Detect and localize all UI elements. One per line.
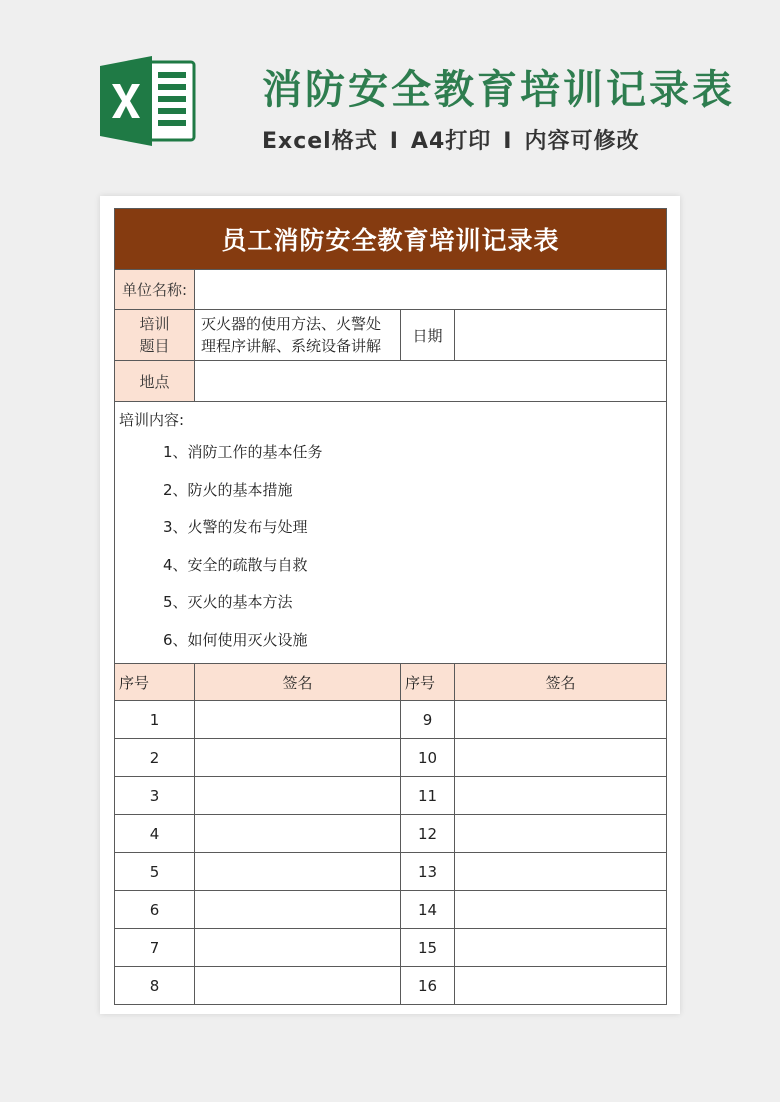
content-item: 5、灭火的基本方法 bbox=[163, 593, 293, 611]
row-number: 4 bbox=[115, 815, 195, 853]
unit-name-field[interactable] bbox=[195, 270, 667, 310]
table-row bbox=[115, 853, 667, 891]
content-item: 6、如何使用灭火设施 bbox=[163, 630, 308, 649]
row-number: 5 bbox=[115, 853, 195, 891]
training-record-table bbox=[114, 208, 667, 1005]
signature-cell[interactable] bbox=[455, 777, 667, 815]
signature-cell[interactable] bbox=[455, 853, 667, 891]
signature-cell[interactable] bbox=[195, 815, 401, 853]
row-number: 15 bbox=[401, 929, 455, 967]
signature-cell[interactable] bbox=[455, 891, 667, 929]
table-row bbox=[115, 777, 667, 815]
training-content[interactable] bbox=[115, 402, 667, 664]
row-number: 12 bbox=[401, 815, 455, 853]
signature-cell[interactable] bbox=[195, 777, 401, 815]
signature-cell[interactable] bbox=[195, 891, 401, 929]
tag-format: Excel格式 bbox=[262, 129, 378, 154]
row-number: 8 bbox=[115, 967, 195, 1005]
tag-separator: I bbox=[389, 129, 399, 154]
table-row bbox=[115, 929, 667, 967]
row-number: 10 bbox=[401, 739, 455, 777]
table-row bbox=[115, 701, 667, 739]
content-item: 2、防火的基本措施 bbox=[163, 480, 293, 499]
signature-cell[interactable] bbox=[455, 967, 667, 1005]
row-number: 1 bbox=[115, 701, 195, 739]
row-number: 16 bbox=[401, 967, 455, 1005]
signature-cell[interactable] bbox=[455, 815, 667, 853]
feature-tags bbox=[262, 124, 639, 155]
signature-cell[interactable] bbox=[455, 929, 667, 967]
page-title: 消防安全教育培训记录表 bbox=[262, 67, 735, 113]
signature-cell[interactable] bbox=[455, 739, 667, 777]
row-number: 3 bbox=[115, 777, 195, 815]
tag-print: A4打印 bbox=[410, 129, 492, 154]
location-field[interactable] bbox=[195, 361, 667, 402]
seq-header-left: 序号 bbox=[115, 664, 195, 701]
form-title: 员工消防安全教育培训记录表 bbox=[115, 209, 667, 270]
signature-header-left: 签名 bbox=[195, 664, 401, 701]
document-page bbox=[100, 196, 680, 1014]
excel-logo-icon bbox=[100, 56, 196, 146]
table-row bbox=[115, 967, 667, 1005]
top-banner bbox=[0, 0, 780, 195]
signature-cell[interactable] bbox=[195, 739, 401, 777]
row-number: 14 bbox=[401, 891, 455, 929]
topic-label: 培训 题目 bbox=[115, 310, 195, 361]
row-number: 6 bbox=[115, 891, 195, 929]
tag-editable: 内容可修改 bbox=[524, 129, 640, 154]
location-label: 地点 bbox=[115, 361, 195, 402]
row-number: 11 bbox=[401, 777, 455, 815]
signature-cell[interactable] bbox=[455, 701, 667, 739]
table-row bbox=[115, 815, 667, 853]
signature-cell[interactable] bbox=[195, 853, 401, 891]
signature-cell[interactable] bbox=[195, 929, 401, 967]
content-item: 1、消防工作的基本任务 bbox=[163, 443, 323, 461]
table-row bbox=[115, 891, 667, 929]
date-field[interactable] bbox=[455, 310, 667, 361]
signature-header-right: 签名 bbox=[455, 664, 667, 701]
topic-value: 灭火器的使用方法、火警处理程序讲解、系统设备讲解 bbox=[201, 315, 382, 355]
seq-header-right: 序号 bbox=[401, 664, 455, 701]
unit-name-label: 单位名称: bbox=[115, 270, 195, 310]
date-label: 日期 bbox=[401, 310, 455, 361]
table-row bbox=[115, 739, 667, 777]
row-number: 9 bbox=[401, 701, 455, 739]
topic-field[interactable] bbox=[195, 310, 401, 361]
row-number: 2 bbox=[115, 739, 195, 777]
content-heading: 培训内容: bbox=[119, 411, 185, 429]
signature-cell[interactable] bbox=[195, 701, 401, 739]
content-item: 4、安全的疏散与自救 bbox=[163, 555, 308, 574]
content-item: 3、火警的发布与处理 bbox=[163, 518, 308, 536]
row-number: 7 bbox=[115, 929, 195, 967]
signature-cell[interactable] bbox=[195, 967, 401, 1005]
row-number: 13 bbox=[401, 853, 455, 891]
tag-separator: I bbox=[503, 129, 513, 154]
